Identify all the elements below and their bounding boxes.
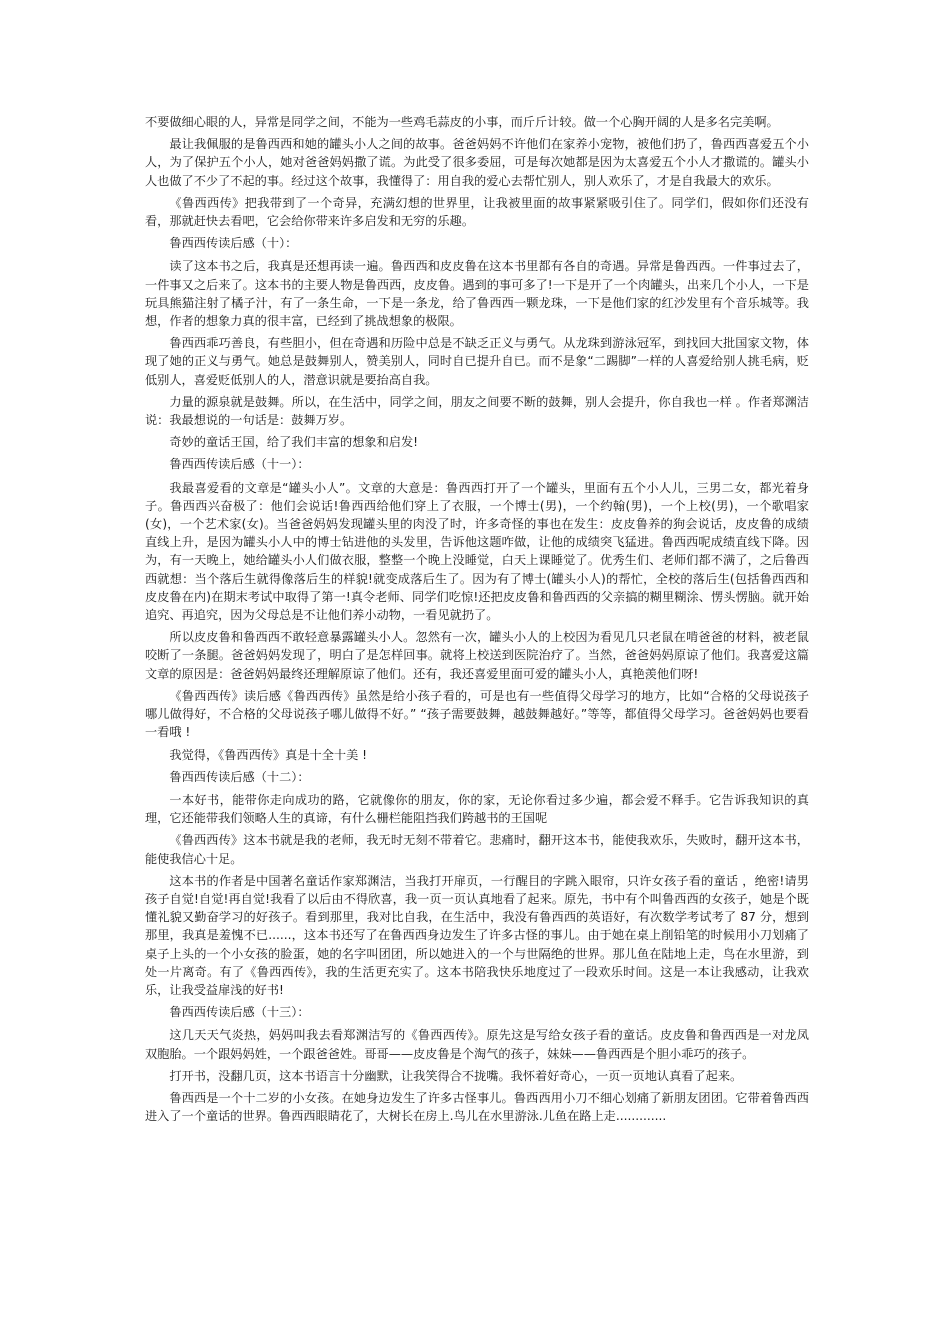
paragraph: 鲁西西是一个十二岁的小女孩。在她身边发生了许多古怪事儿。鲁西西用小刀不细心划痛了新朋友团团。它带着鲁西西进入了一个童话的世界。鲁西西眼睛花了，大树长在房上.鸟儿在水里游泳.儿鱼在路上走............. bbox=[145, 1090, 809, 1124]
paragraph: 这本书的作者是中国著名童话作家郑渊洁，当我打开扉页，一行醒目的字跳入眼帘，只许女孩子看的童话 ，绝密!请男孩子自觉!自觉!再自觉!我看了以后由不得欣喜，我一页一页认真地看了起来。原先，书中有个叫鲁西西的女孩子，她是个既懂礼貌又勤奋学习的好孩子。看到那里，我对比自我，在生活中，我没有鲁西西的英语好，有次数学考试考了 87 分，想到那里，我真是羞愧不已......，这本书还写了在鲁西西身边发生了许多古怪的事儿。由于她在桌上削铅笔的时候用小刀划痛了桌子上头的一个小女孩的脸蛋，她的名字叫团团，所以她进入的一个与世隔绝的世界。那儿鱼在陆地上走，鸟在水里游，到处一片离奇。有了《鲁西西传》，我的生活更充实了。这本书陪我快乐地度过了一段欢乐时间。这是一本让我感动，让我欢乐，让我受益扉浅的好书! bbox=[145, 873, 809, 997]
paragraph: 所以皮皮鲁和鲁西西不敢轻意暴露罐头小人。忽然有一次，罐头小人的上校因为看见几只老鼠在啃爸爸的材料，被老鼠咬断了一条腿。爸爸妈妈发现了，明白了是怎样回事。就将上校送到医院治疗了。当然，爸爸妈妈原谅了他们。我喜爱这篇文章的原因是：爸爸妈妈最终还理解原谅了他们。还有，我还喜爱里面可爱的罐头小人，真艳羡他们呀! bbox=[145, 630, 809, 681]
paragraph: 这几天天气炎热，妈妈叫我去看郑渊洁写的《鲁西西传》。原先这是写给女孩子看的童话。皮皮鲁和鲁西西是一对龙凤双胞胎。一个跟妈妈姓，一个跟爸爸姓。哥哥——皮皮鲁是个淘气的孩子，妹妹——鲁西西是个胆小乖巧的孩子。 bbox=[145, 1028, 809, 1061]
paragraph: 不要做细心眼的人，异常是同学之间，不能为一些鸡毛蒜皮的小事，而斤斤计较。做一个心胸开阔的人是多名完美啊。 bbox=[145, 115, 779, 129]
paragraph: 打开书，没翻几页，这本书语言十分幽默，让我笑得合不拢嘴。我怀着好奇心，一页一页地认真看了起来。 bbox=[169, 1068, 743, 1083]
paragraph: 奇妙的童话王国，给了我们丰富的想象和启发! bbox=[169, 435, 419, 450]
section-heading: 鲁西西传读后感（十三）： bbox=[169, 1005, 310, 1020]
paragraph: 一本好书，能带你走向成功的路，它就像你的朋友，你的家，无论你看过多少遍，都会爱不释手。它告诉我知识的真理，它还能带我们领略人生的真谛，有什么栅栏能阻挡我们跨越书的王国呢 bbox=[145, 792, 809, 826]
document-page bbox=[145, 113, 809, 1129]
paragraph: 我觉得，《鲁西西传》真是十全十美 ! bbox=[169, 747, 368, 762]
section-heading: 鲁西西传读后感（十）： bbox=[169, 236, 298, 251]
paragraph: 我最喜爱看的文章是“罐头小人”。文章的大意是：鲁西西打开了一个罐头，里面有五个小人儿，三男二女，都光着身子。鲁西西兴奋极了：他们会说话!鲁西西给他们穿上了衣服，一个博士(男)，一个约翰(男)，一个上校(男)，一个歌唱家(女)，一个艺术家(女)。当爸爸妈妈发现罐头里的肉没了时，许多奇怪的事也在发生：皮皮鲁养的狗会说话，皮皮鲁的成绩直线上升，是因为罐头小人中的博士钻进他的头发里，告诉他这题咋做，让他的成绩突飞猛进。鲁西西呢成绩直线下降。因为，有一天晚上，她给罐头小人们做衣服，整整一个晚上没睡觉，白天上课睡觉了。优秀生们、老师们都不满了，之后鲁西西就想：当个落后生就得像落后生的样貌!就变成落后生了。因为有了博士(罐头小人)的帮忙，全校的落后生(包括鲁西西和皮皮鲁在内)在期末考试中取得了第一!真令老师、同学们吃惊!还把皮皮鲁和鲁西西的父亲搞的糊里糊涂、愣头愣脑。就开始追究、再追究，因为父母总是不让他们养小动物，一看见就扔了。 bbox=[145, 480, 809, 623]
section-heading: 鲁西西传读后感（十二）： bbox=[169, 769, 310, 784]
paragraph: 读了这本书之后，我真是还想再读一遍。鲁西西和皮皮鲁在这本书里都有各自的奇遇。异常是鲁西西。一件事过去了，一件事又之后来了。这本书的主要人物是鲁西西，皮皮鲁。遇到的事可多了!一下是开了一个肉罐头，出来几个小人，一下是玩具熊猫注射了橘子汁，有了一条生命，一下是一条龙，给了鲁西西一颗龙珠，一下是他们家的红沙发里有个音乐城等。我想，作者的想象力真的很丰富，已经到了挑战想象的极限。 bbox=[145, 259, 809, 329]
paragraph: 《鲁西西传》这本书就是我的老师，我无时无刻不带着它。悲痛时，翻开这本书，能使我欢乐，失败时，翻开这本书，能使我信心十足。 bbox=[145, 833, 809, 866]
section-heading: 鲁西西传读后感（十一）： bbox=[169, 457, 310, 472]
paragraph: 《鲁西西传》读后感《鲁西西传》虽然是给小孩子看的，可是也有一些值得父母学习的地方，比如“合格的父母说孩子哪儿做得好，不合格的父母说孩子哪儿做得不好。” “孩子需要鼓舞，越鼓舞越好。”等等，都值得父母学习。爸爸妈妈也要看一看哦 ! bbox=[145, 688, 809, 740]
paragraph: 力量的源泉就是鼓舞。所以，在生活中，同学之间，朋友之间要不断的鼓舞，别人会提升，你自我也一样 。作者郑渊洁说：我最想说的一句话是：鼓舞万岁。 bbox=[145, 394, 809, 428]
paragraph: 鲁西西乖巧善良，有些胆小，但在奇遇和历险中总是不缺乏正义与勇气。从龙珠到游泳冠军，到找回大批国家文物，体现了她的正义与勇气。她总是鼓舞别人，赞美别人，同时自已提升自已。而不是象“二踢脚”一样的人喜爱给别人挑毛病，贬低别人，喜爱贬低别人的人，潜意识就是要抬高自我。 bbox=[145, 336, 809, 387]
paragraph: 最让我佩服的是鲁西西和她的罐头小人之间的故事。爸爸妈妈不许他们在家养小宠物，被他们扔了，鲁西西喜爱五个小人，为了保护五个小人，她对爸爸妈妈撒了谎。为此受了很多委屈，可是每次她都是因为太喜爱五个小人才撒谎的。罐头小人也做了不少了不起的事。经过这个故事，我懂得了：用自我的爱心去帮忙别人，别人欢乐了，才是自我最大的欢乐。 bbox=[145, 137, 809, 188]
paragraph: 《鲁西西传》把我带到了一个奇异，充满幻想的世界里，让我被里面的故事紧紧吸引住了。同学们，假如你们还没有看，那就赶快去看吧，它会给你带来许多启发和无穷的乐趣。 bbox=[145, 195, 809, 229]
